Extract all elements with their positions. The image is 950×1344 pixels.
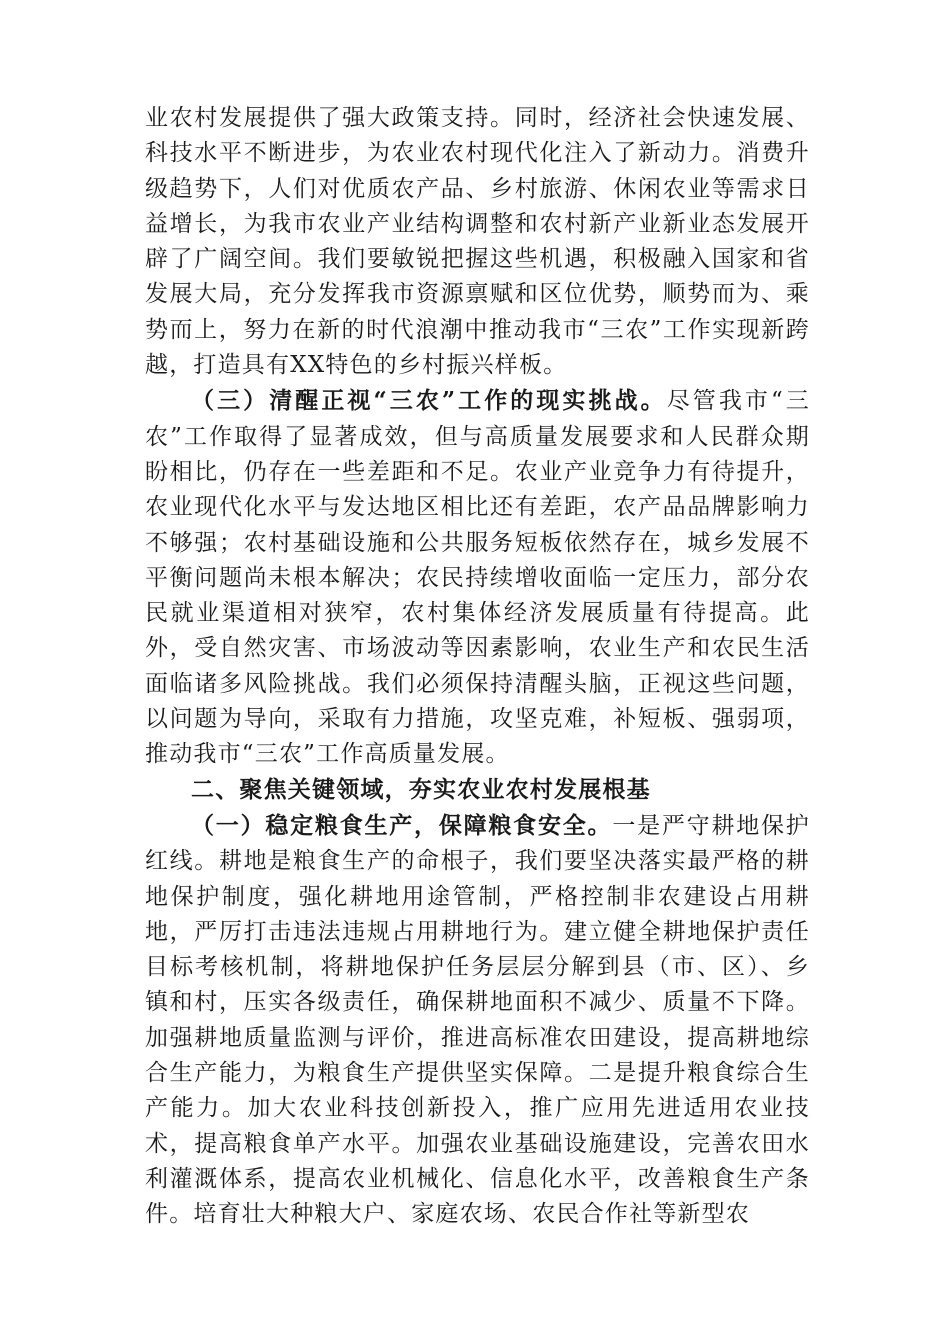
document-body bbox=[145, 101, 810, 1233]
paragraph-challenges-body: 尽管我市“三农”工作取得了显著成效，但与高质量发展要求和人民群众期盼相比，仍存在一些差距和不足。农业产业竞争力有待提升，农业现代化水平与发达地区相比还有差距，农产品品牌影响力不够强；农村基础设施和公共服务短板依然存在，城乡发展不平衡问题尚未根本解决；农民持续增收面临一定压力，部分农民就业渠道相对狭窄，农村集体经济发展质量有待提高。此外，受自然灾害、市场波动等因素影响，农业生产和农民生活面临诸多风险挑战。我们必须保持清醒头脑，正视这些问题，以问题为导向，采取有力措施，攻坚克难，补短板、强弱项，推动我市“三农”工作高质量发展。 bbox=[145, 388, 810, 768]
paragraph-grain-security-lead: （一）稳定粮食生产，保障粮食安全。 bbox=[191, 811, 613, 839]
paragraph-grain-security bbox=[145, 808, 810, 1233]
paragraph-opportunities-continued: 业农村发展提供了强大政策支持。同时，经济社会快速发展、科技水平不断进步，为农业农村现代化注入了新动力。消费升级趋势下，人们对优质农产品、乡村旅游、休闲农业等需求日益增长，为我市农业产业结构调整和农村新产业新业态发展开辟了广阔空间。我们要敏锐把握这些机遇，积极融入国家和省发展大局，充分发挥我市资源禀赋和区位优势，顺势而为、乘势而上，努力在新的时代浪潮中推动我市“三农”工作实现新跨越，打造具有XX特色的乡村振兴样板。 bbox=[145, 105, 810, 379]
section-heading-two: 二、聚焦关键领域，夯实农业农村发展根基 bbox=[191, 776, 651, 803]
paragraph-challenges bbox=[145, 383, 810, 772]
paragraph-challenges-lead: （三）清醒正视“三农”工作的现实挑战。 bbox=[191, 387, 667, 415]
paragraph-grain-security-body: 一是严守耕地保护红线。耕地是粮食生产的命根子，我们要坚决落实最严格的耕地保护制度，强化耕地用途管制，严格控制非农建设占用耕地，严厉打击违法违规占用耕地行为。建立健全耕地保护责任目标考核机制，将耕地保护任务层层分解到县（市、区）、乡镇和村，压实各级责任，确保耕地面积不减少、质量不下降。加强耕地质量监测与评价，推进高标准农田建设，提高耕地综合生产能力，为粮食生产提供坚实保障。二是提升粮食综合生产能力。加大农业科技创新投入，推广应用先进适用农业技术，提高粮食单产水平。加强农业基础设施建设，完善农田水利灌溉体系，提高农业机械化、信息化水平，改善粮食生产条件。培育壮大种粮大户、家庭农场、农民合作社等新型农 bbox=[145, 812, 810, 1228]
